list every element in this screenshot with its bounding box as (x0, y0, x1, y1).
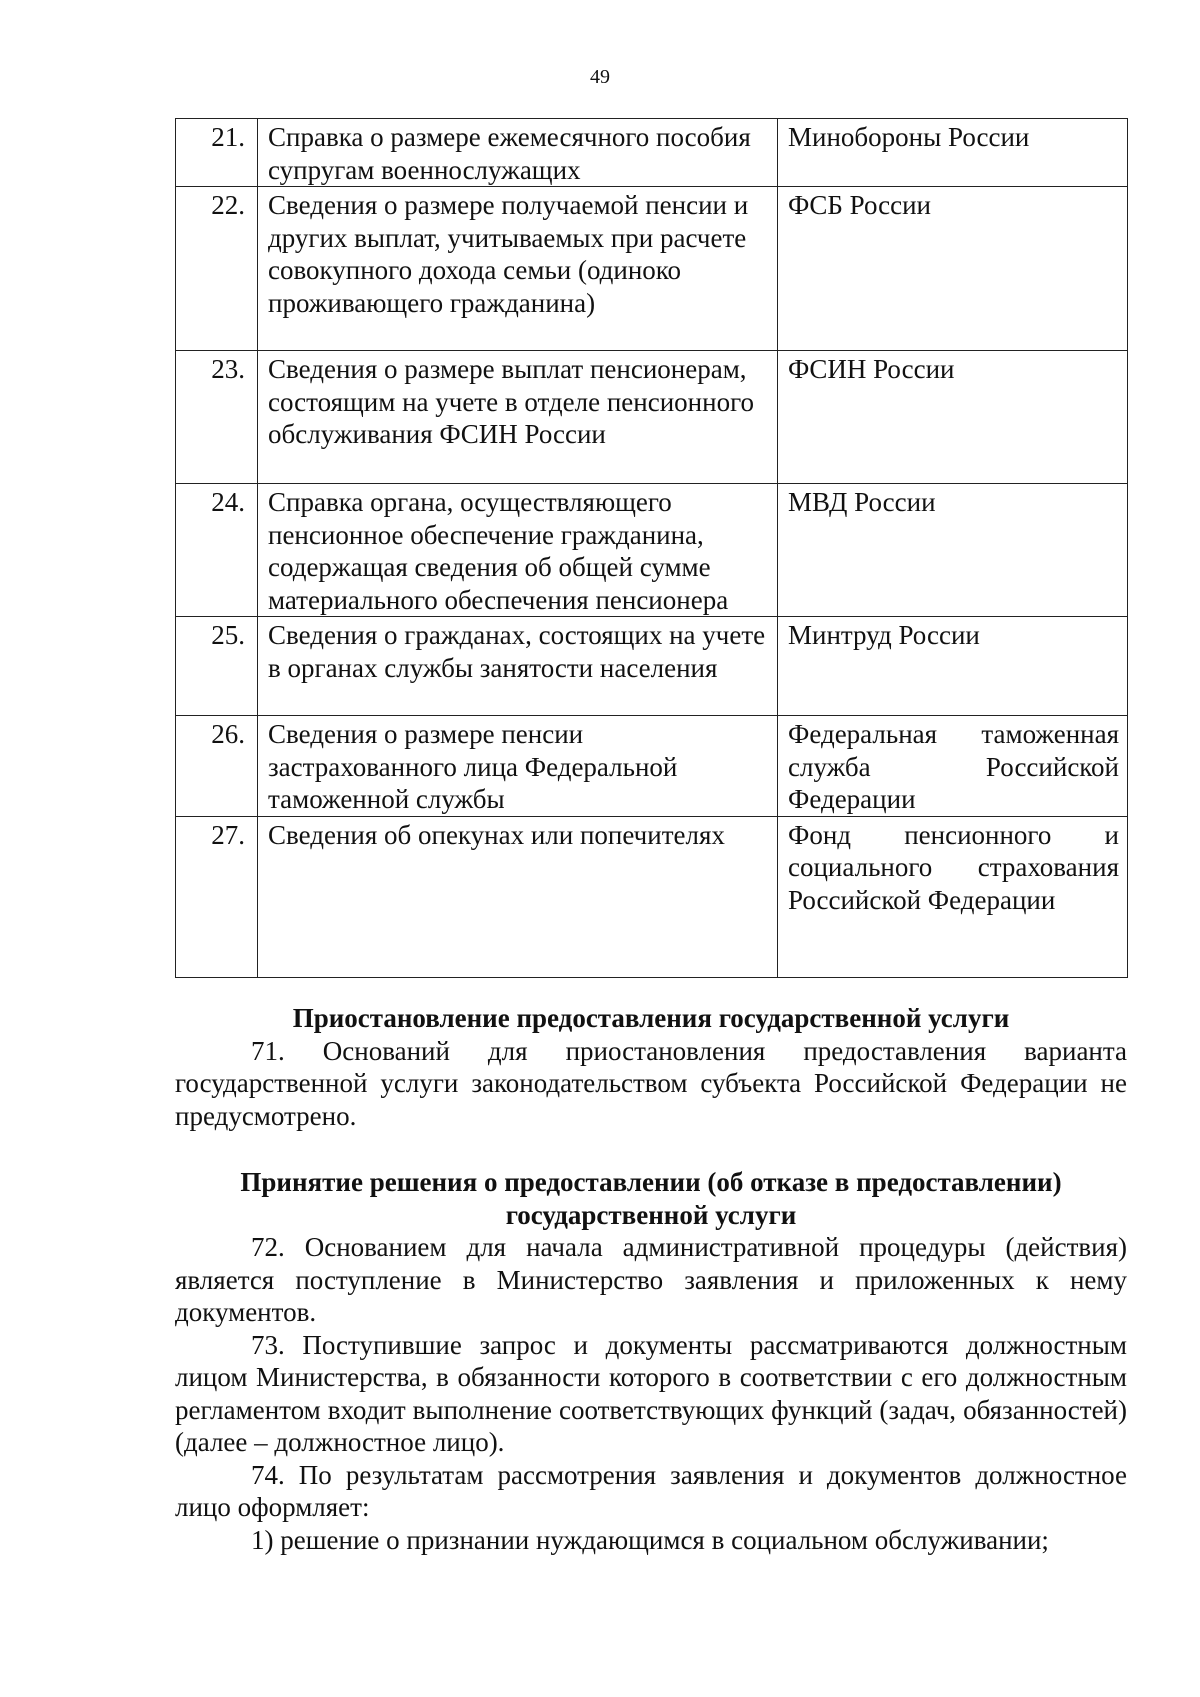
table-row (176, 484, 1128, 617)
section-suspension (175, 1002, 1127, 1132)
table-row (176, 119, 1128, 187)
document-name: Справка органа, осуществляющего пенсионное обеспечение гражданина, содержащая сведения об общей сумме материального обеспечения пенсионера (258, 484, 778, 617)
row-number: 26. (176, 716, 258, 817)
paragraph-72: 72. Основанием для начала административной процедуры (действия) является поступление в Министерство заявления и приложенных к нему документов. (175, 1232, 1127, 1327)
paragraph-71: 71. Оснований для приостановления предоставления варианта государственной услуги законодательством субъекта Российской Федерации не предусмотрено. (175, 1035, 1127, 1131)
section-decision (175, 1166, 1127, 1556)
document-name: Сведения о размере получаемой пенсии и других выплат, учитываемых при расчете совокупного дохода семьи (одиноко проживающего гражданина) (258, 187, 778, 351)
list-item-1: 1) решение о признании нуждающимся в социальном обслуживании; (251, 1524, 1049, 1555)
document-name: Сведения об опекунах или попечителях (258, 816, 778, 977)
issuing-authority: Федеральная таможенная служба Российской Федерации (778, 716, 1128, 817)
section-heading: Приостановление предоставления государственной услуги (292, 1003, 1010, 1033)
table-row (176, 351, 1128, 484)
document-name: Справка о размере ежемесячного пособия супругам военнослужащих (258, 119, 778, 187)
page-number: 49 (590, 66, 610, 88)
document-name: Сведения о гражданах, состоящих на учете в органах службы занятости населения (258, 617, 778, 716)
row-number: 25. (176, 617, 258, 716)
issuing-authority: МВД России (778, 484, 1128, 617)
paragraph-74: 74. По результатам рассмотрения заявления и документов должностное лицо оформляет: (175, 1459, 1127, 1522)
issuing-authority: Фонд пенсионного и социального страхования Российской Федерации (778, 816, 1128, 977)
issuing-authority: Минобороны России (778, 119, 1128, 187)
documents-table (175, 118, 1128, 978)
section-heading-continued: государственной услуги (505, 1199, 797, 1230)
document-name: Сведения о размере выплат пенсионерам, состоящим на учете в отделе пенсионного обслуживания ФСИН России (258, 351, 778, 484)
row-number: 24. (176, 484, 258, 617)
paragraph-73: 73. Поступившие запрос и документы рассматриваются должностным лицом Министерства, в обязанности которого в соответствии с его должностным регламентом входит выполнение соответствующих функций (задач, обязанностей) (далее – должностное лицо). (175, 1329, 1127, 1457)
issuing-authority: ФСБ России (778, 187, 1128, 351)
row-number: 22. (176, 187, 258, 351)
table-row (176, 716, 1128, 817)
document-name: Сведения о размере пенсии застрахованного лица Федеральной таможенной службы (258, 716, 778, 817)
section-heading: Принятие решения о предоставлении (об отказе в предоставлении) (240, 1167, 1062, 1197)
table-row (176, 816, 1128, 977)
issuing-authority: ФСИН России (778, 351, 1128, 484)
row-number: 23. (176, 351, 258, 484)
table-row (176, 187, 1128, 351)
row-number: 21. (176, 119, 258, 187)
row-number: 27. (176, 816, 258, 977)
issuing-authority: Минтруд России (778, 617, 1128, 716)
table-row (176, 617, 1128, 716)
